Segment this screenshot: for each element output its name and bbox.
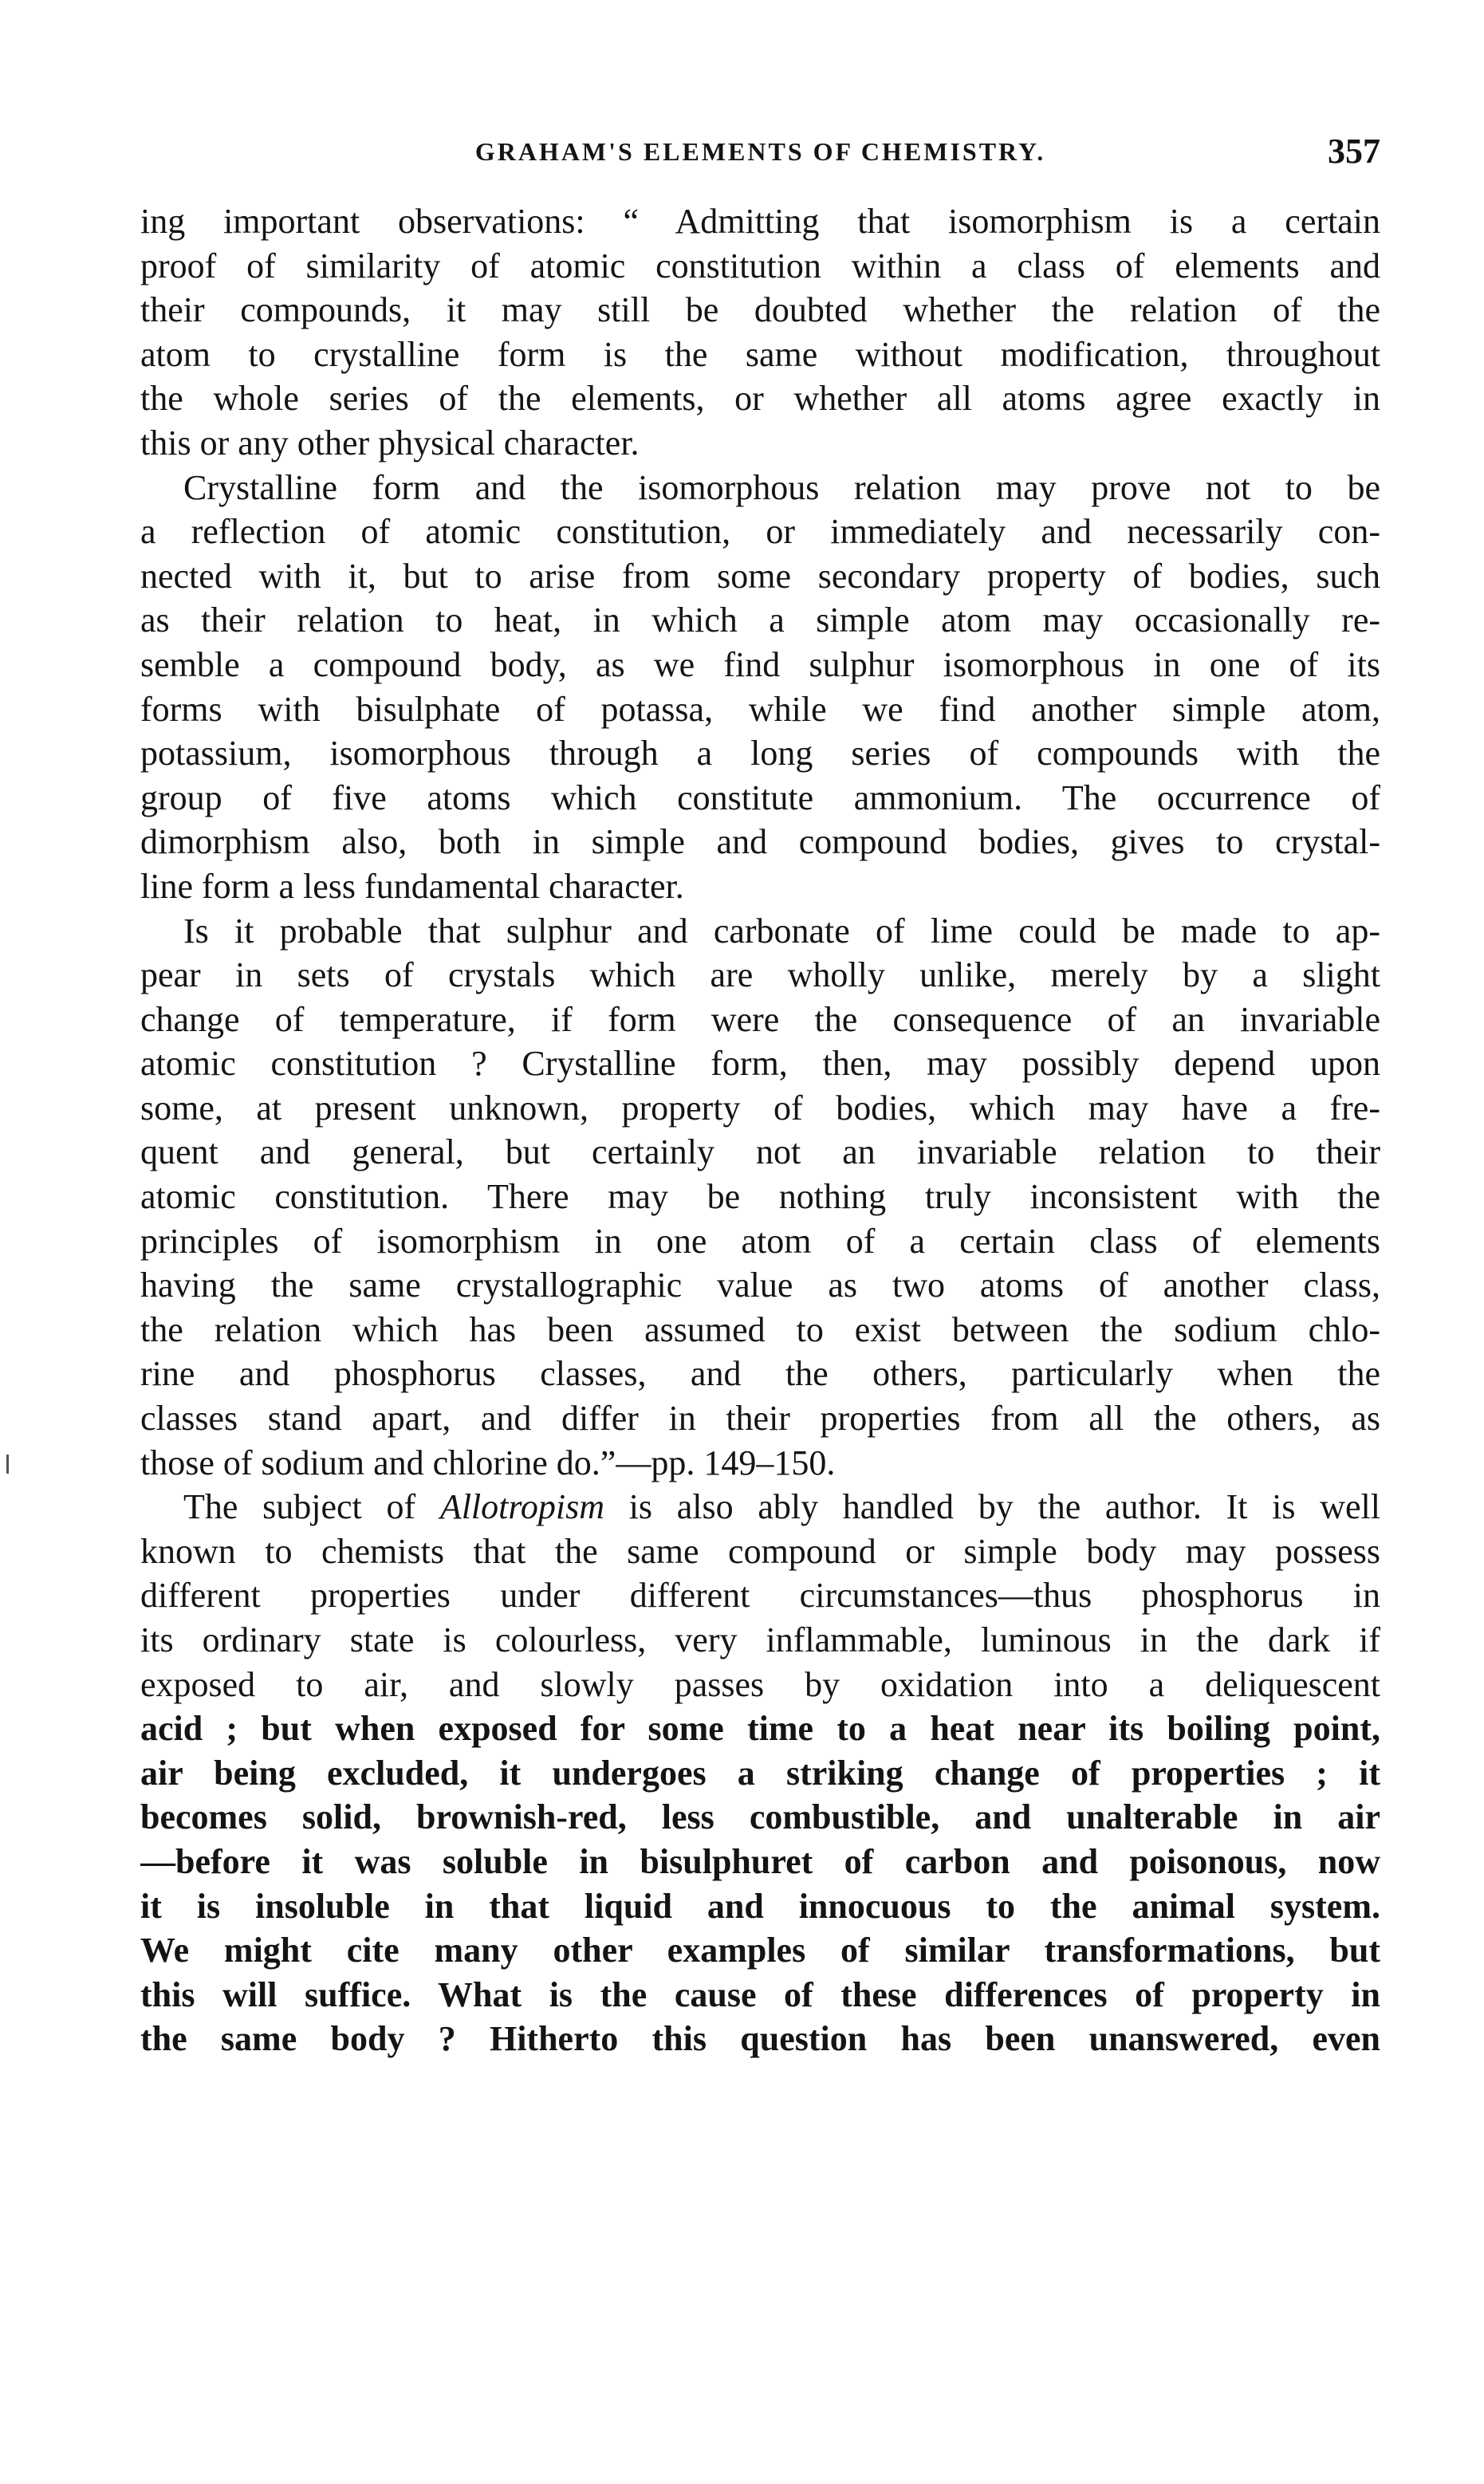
text-line: air being excluded, it undergoes a striking change of properties ; it [140,1753,1380,1793]
text-line: classes stand apart, and differ in their properties from all the others, as [140,1399,1380,1439]
text-line: it is insoluble in that liquid and innocuous to the animal system. [140,1886,1380,1926]
text-line: different properties under different circumstances—thus phosphorus in [140,1576,1380,1616]
text-line-allotropism [140,1485,1380,1529]
text-line: the whole series of the elements, or whether all atoms agree exactly in [140,379,1380,419]
text-line: ing important observations: “ Admitting that isomorphism is a certain [140,202,1380,241]
text-line: Crystalline form and the isomorphous relation may prove not to be [183,467,1380,507]
text-line: nected with it, but to arise from some secondary property of bodies, such [140,556,1380,596]
text-line: Is it probable that sulphur and carbonate of lime could be made to ap- [183,911,1380,951]
text-line: forms with bisulphate of potassa, while we find another simple atom, [140,689,1380,729]
margin-mark [6,1455,9,1474]
page-number: 357 [1328,132,1380,171]
text-line: those of sodium and chlorine do.”—pp. 149–150. [140,1443,836,1482]
text-line: known to chemists that the same compound or simple body may possess [140,1531,1380,1571]
text-line: their compounds, it may still be doubted whether the relation of the [140,290,1380,330]
text-line: its ordinary state is colourless, very inflammable, luminous in the dark if [140,1620,1380,1659]
text-line: line form a less fundamental character. [140,866,684,906]
text-line: exposed to air, and slowly passes by oxidation into a deliquescent [140,1664,1380,1704]
text-line: this will suffice. What is the cause of these differences of property in [140,1974,1380,2014]
running-title: GRAHAM'S ELEMENTS OF CHEMISTRY. [474,137,1046,166]
text-line: atomic constitution. There may be nothing truly inconsistent with the [140,1177,1380,1217]
text-line: becomes solid, brownish-red, less combustible, and unalterable in air [140,1797,1380,1837]
text-line: the relation which has been assumed to exist between the sodium chlo- [140,1309,1380,1349]
running-head [140,134,1380,182]
text-line: having the same crystallographic value as two atoms of another class, [140,1266,1380,1305]
text-line: atomic constitution ? Crystalline form, then, may possibly depend upon [140,1044,1380,1084]
text-line: rine and phosphorus classes, and the others, particularly when the [140,1354,1380,1394]
text-line: pear in sets of crystals which are wholly unlike, merely by a slight [140,955,1380,995]
text-line: quent and general, but certainly not an invariable relation to their [140,1132,1380,1172]
text-line: group of five atoms which constitute ammonium. The occurrence of [140,777,1380,817]
text-line: principles of isomorphism in one atom of a certain class of elements [140,1221,1380,1261]
text-line: change of temperature, if form were the consequence of an invariable [140,999,1380,1039]
text-line: some, at present unknown, property of bodies, which may have a fre- [140,1088,1380,1128]
text-segment: is also ably handled by the author. It is well [604,1487,1380,1527]
text-line: dimorphism also, both in simple and compound bodies, gives to crystal- [140,822,1380,862]
text-line: the same body ? Hitherto this question has been unanswered, even [140,2019,1380,2059]
text-line: proof of similarity of atomic constitution within a class of elements and [140,246,1380,285]
text-line: as their relation to heat, in which a simple atom may occasionally re- [140,600,1380,640]
text-line: atom to crystalline form is the same without modification, throughout [140,334,1380,374]
text-line: a reflection of atomic constitution, or immediately and necessarily con- [140,512,1380,552]
text-segment: The subject of [183,1487,440,1527]
text-line: semble a compound body, as we find sulphur isomorphous in one of its [140,644,1380,684]
text-line: We might cite many other examples of similar transformations, but [140,1931,1380,1970]
allotropism-term: Allotropism [439,1487,604,1527]
text-line: potassium, isomorphous through a long series of compounds with the [140,734,1380,774]
text-line: this or any other physical character. [140,423,640,463]
body-text [140,199,1380,2061]
text-line: —before it was soluble in bisulphuret of carbon and poisonous, now [140,1841,1380,1881]
text-line: acid ; but when exposed for some time to a heat near its boiling point, [140,1709,1380,1749]
